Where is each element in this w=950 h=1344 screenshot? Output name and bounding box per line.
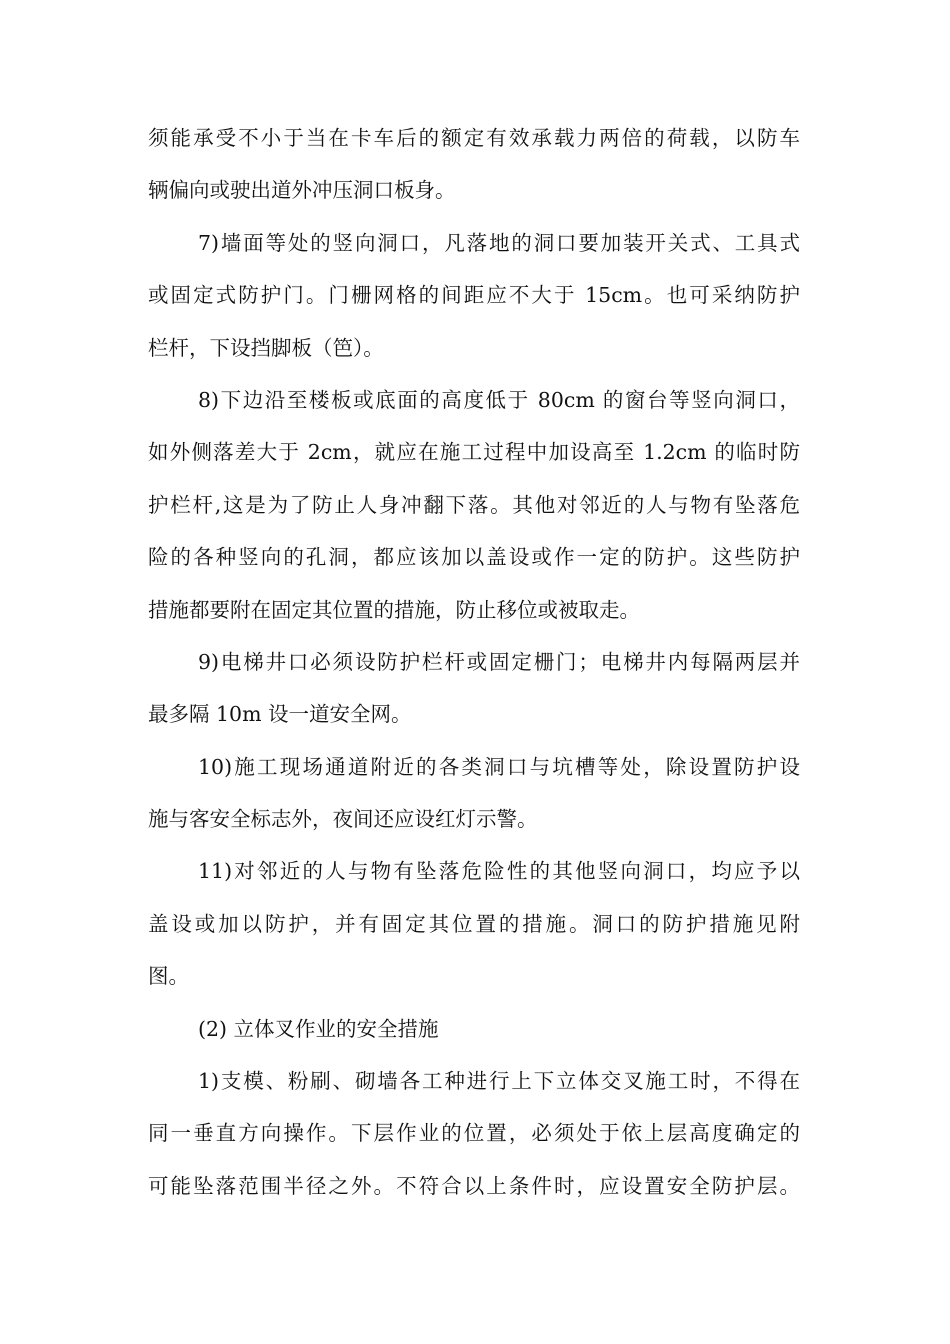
text-line: 栏杆，下设挡脚板（笆）。 (148, 335, 384, 360)
text-line: 1)支模、粉刷、砌墙各工种进行上下立体交叉施工时，不得在 (198, 1069, 800, 1094)
text-line: 11)对邻近的人与物有坠落危险性的其他竖向洞口，均应予以 (198, 859, 800, 884)
text-line: 图。 (148, 964, 189, 989)
text-line: 7)墙面等处的竖向洞口，凡落地的洞口要加装开关式、工具式 (198, 230, 800, 255)
text-line: 须能承受不小于当在卡车后的额定有效承载力两倍的荷载，以防车 (148, 126, 800, 150)
text-line: 10)施工现场通道附近的各类洞口与坑槽等处，除设置防护设 (198, 754, 800, 779)
text-line: 可能坠落范围半径之外。不符合以上条件时，应设置安全防护层。 (148, 1173, 800, 1198)
text-line: 同一垂直方向操作。下层作业的位置，必须处于依上层高度确定的 (148, 1121, 800, 1146)
text-line: 最多隔 10m 设一道安全网。 (148, 702, 412, 727)
body-text (148, 112, 800, 1212)
text-line: 险的各种竖向的孔洞，都应该加以盖设或作一定的防护。这些防护 (148, 545, 800, 570)
text-line: 如外侧落差大于 2cm，就应在施工过程中加设高至 1.2cm 的临时防 (148, 440, 800, 465)
text-line: 9)电梯井口必须设防护栏杆或固定栅门；电梯井内每隔两层并 (198, 649, 800, 674)
text-line: 或固定式防护门。门栅网格的间距应不大于 15cm。也可采纳防护 (148, 283, 800, 308)
text-line: 护栏杆,这是为了防止人身冲翻下落。其他对邻近的人与物有坠落危 (148, 492, 800, 517)
text-line: 8)下边沿至楼板或底面的高度低于 80cm 的窗台等竖向洞口， (198, 387, 800, 412)
text-line: 施与客安全标志外，夜间还应设红灯示警。 (148, 807, 538, 832)
text-line: 辆偏向或驶出道外冲压洞口板身。 (148, 178, 456, 203)
text-line: 盖设或加以防护，并有固定其位置的措施。洞口的防护措施见附 (148, 911, 800, 936)
text-line: 措施都要附在固定其位置的措施，防止移位或被取走。 (148, 597, 640, 622)
section-heading: (2) 立体叉作业的安全措施 (198, 1016, 439, 1041)
